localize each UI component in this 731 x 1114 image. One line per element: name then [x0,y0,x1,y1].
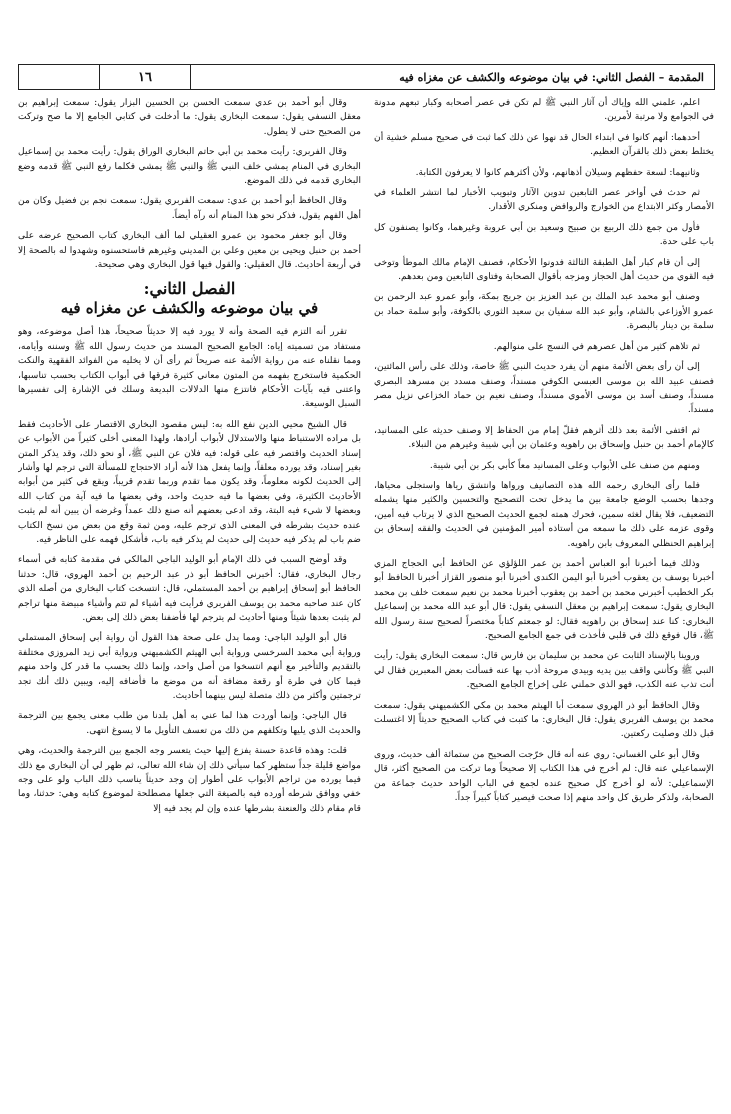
paragraph: فأول من جمع ذلك الربيع بن صبيح وسعيد بن أبي عروبة وغيرهما، وكانوا يصنفون كل باب على حدة. [374,221,714,248]
paragraph: ومنهم من صنف على الأبواب وعلى المسانيد معاً كأبي بكر بن أبي شيبة. [429,459,700,471]
paragraph: تقرر أنه التزم فيه الصحة وأنه لا يورد فيه إلا حديثاً صحيحاً، هذا أصل موضوعه، وهو مستفاد من تسميته إياه: الجامع الصحيح المسند من حديث رسول الله ﷺ وسننه وأيامه، ومما نقلناه عنه من رواية الأئمة عنه صريحاً ثم رأى أن لا يخليه من الفوائد الفقهية والنكت الحكمية فاستخرج بفهمه من المتون معاني كثيرة فرقها في أبواب الكتاب بحسب تناسبها، واعتنى فيه بآيات الأحكام فانتزع منها الدلالات البديعة وسلك في الإشارة إلى تفسيرها السبل الوسيعة. [18,326,361,410]
paragraph: وقال الحافظ أبو ذر الهروي سمعت أبا الهيثم محمد بن مكي الكشميهني يقول: سمعت محمد بن يوسف الفربري يقول: قال البخاري: ما كتبت في كتاب الصحيح حديثاً إلا اغتسلت قبل ذلك وصليت ركعتين. [374,699,714,740]
paragraph: قال أبو الوليد الباجي: ومما يدل على صحة هذا القول أن رواية أبي إسحاق المستملي ورواية أبي محمد السرخسي ورواية أبي الهيثم الكشميهني ورواية أبي زيد المروزي مختلفة بالتقديم والتأخير مع أنهم انتسخوا من أصل واحد، وإنما ذلك بحسب ما قدر كل واحد منهم فيما كان في طرة أو رقعة مضافة أنه من موضع ما فأضافه إليه، ويبين ذلك أنك تجد ترجمتين وأكثر من ذلك متصلة ليس بينهما أحاديث. [18,632,361,702]
paragraph: وثانيهما: لسعة حفظهم وسيلان أذهانهم، ولأن أكثرهم كانوا لا يعرفون الكتابة. [415,166,700,178]
left-column [18,96,361,1096]
paragraph: وقال أبو أحمد بن عدي سمعت الحسن بن الحسين البزار يقول: سمعت إبراهيم بن معقل النسفي يقول: سمعت البخاري يقول: ما أدخلت في كتابي الجامع إلا ما صح وتركت من الصحيح حتى لا يطول. [18,97,361,137]
chapter-subtitle: في بيان موضوعه والكشف عن مغزاه فيه [60,298,319,317]
paragraph: إلى أن رأى بعض الأئمة منهم أن يفرد حديث النبي ﷺ خاصة، وذلك على رأس المائتين، فصنف عبيد الله بن موسى العبسي الكوفي مسنداً، وصنف مسدد بن مسرهد البصري مسنداً، وصنف أسد بن موسى الأموي مسنداً، وصنف نعيم بن حماد الخزاعي نزيل مصر مسنداً. [374,361,714,416]
paragraph: وقال أبو جعفر محمود بن عمرو العقيلي لما ألف البخاري كتاب الصحيح عرضه على أحمد بن حنبل ويحيى بن معين وعلي بن المديني وغيرهم فاستحسنوه وشهدوا له بالصحة إلا في أربعة أحاديث. قال العقيلي: والقول فيها قول البخاري وهي صحيحة. [18,230,361,271]
paragraph: اعلم، علمني الله وإياك أن آثار النبي ﷺ لم تكن في عصر أصحابه وكبار تبعهم مدونة في الجوامع ولا مرتبة لأمرين. [374,97,714,123]
page-number: ١٦ [99,65,191,89]
paragraph: ثم تلاهم كثير من أهل عصرهم في النسج على منوالهم. [493,340,700,352]
running-title: المقدمة – الفصل الثاني: في بيان موضوعه والكشف عن مغزاه فيه [399,70,704,84]
page-header [18,64,715,90]
paragraph: وقال الفربري: رأيت محمد بن أبي حاتم البخاري الوراق يقول: رأيت محمد بن إسماعيل البخاري في المنام يمشي خلف النبي ﷺ والنبي ﷺ يمشي فكلما رفع النبي ﷺ قدمه وضع البخاري قدمه في ذلك الموضع. [18,146,361,187]
paragraph: وصنف أبو محمد عبد الملك بن عبد العزيز بن جريج بمكة، وأبو عمرو عبد الرحمن بن عمرو الأوزاعي بالشام، وأبو عبد الله سفيان بن سعيد الثوري بالكوفة، وأبو سلمة حماد بن سلمة بن دينار بالبصرة. [374,291,714,332]
paragraph: قال الباجي: وإنما أوردت هذا لما عني به أهل بلدنا من طلب معنى يجمع بين الترجمة والحديث الذي يليها وتكلفهم من ذلك من تعسف التأويل ما لا يسوغ انتهى. [18,710,361,736]
paragraph: فلما رأى البخاري رحمه الله هذه التصانيف ورواها وانتشق رياها واستجلى محياها، وجدها بحسب الوضع جامعة بين ما يدخل تحت التصحيح والتحسين والكثير منها يشمله التضعيف، فلا يقال لغثه سمين، فحرك همته لجمع الحديث الصحيح الذي لا يرتاب فيه أمين، وقوى عزمه على ذلك ما سمعه من أستاذه أمير المؤمنين في الحديث والفقه إسحاق بن إبراهيم الحنظلي المعروف بابن راهويه. [374,479,714,549]
paragraph: قال الشيخ محيي الدين نفع الله به: ليس مقصود البخاري الاقتصار على الأحاديث فقط بل مراده الاستنباط منها والاستدلال لأبواب أرادها، ولهذا المعنى أخلى كثيراً من الأبواب عن إسناد الحديث واقتصر فيه على قوله: فيه فلان عن النبي ﷺ، أو نحو ذلك، وقد يذكر المتن بغير إسناد، وقد يورده معلقاً، وإنما يفعل هذا لأنه أراد الاحتجاج للمسألة التي ترجم لها وأشار إلى الحديث لكونه معلوماً، وقد يكون مما تقدم وربما تقدم قريباً، ويقع في كثير من أبوابه الأحاديث الكثيرة، وفي بعضها ما فيه حديث واحد، وفي بعضها ما فيه آية من كتاب الله وبعضها لا شيء فيه البتة، وقد ادعى بعضهم أنه صنع ذلك عمداً وغرضه أن يبين أنه لم يثبت عنده حديث بشرطه في المعنى الذي ترجم عليه، ومن ثمة وقع من بعض من نسخ الكتاب ضم باب لم يذكر فيه حديث إلى حديث لم يذكر فيه باب، فأشكل فهمه على الناظر فيه. [18,418,361,545]
header-empty-cell [19,65,99,89]
paragraph: قلت: وهذه قاعدة حسنة يفزع إليها حيث يتعسر وجه الجمع بين الترجمة والحديث، وهي مواضع قليلة جداً ستظهر كما سيأتي ذلك إن شاء الله تعالى، ثم ظهر لي أن البخاري مع ذلك فيما يورده من تراجم الأبواب على أطوار إن وجد حديثاً يناسب ذلك الباب ولو على وجه خفي ووافق شرطه أورده فيه بالصيغة التي جعلها مصطلحة لموضوع كتابه وهي: حدثنا، وما قام مقام ذلك والعنعنة بشرطها عنده وإن لم يجد فيه إلا [18,745,361,814]
paragraph: وذلك فيما أخبرنا أبو العباس أحمد بن عمر اللؤلؤي عن الحافظ أبي الحجاج المزي أخبرنا يوسف بن يعقوب أخبرنا أبو اليمن الكندي أخبرنا أبو منصور القزاز أخبرنا الحافظ أبو بكر الخطيب أخبرني محمد بن أحمد بن يعقوب أخبرنا محمد بن نعيم سمعت خلف بن محمد البخاري يقول: سمعت إبراهيم بن معقل النسفي يقول: قال أبو عبد الله محمد بن إسماعيل البخاري: كنا عند إسحاق بن راهويه فقال: لو جمعتم كتاباً مختصراً لصحيح سنة رسول الله ﷺ، قال فوقع ذلك في قلبي فأخذت في جمع الجامع الصحيح. [374,557,714,641]
paragraph: وروينا بالإسناد الثابت عن محمد بن سليمان بن فارس قال: سمعت البخاري يقول: رأيت النبي ﷺ وكأنني واقف بين يديه وبيدي مروحة أذب بها عنه فسألت بعض المعبرين فقال لي أنت تذب عنه الكذب، فهو الذي حملني على إخراج الجامع الصحيح. [374,650,714,691]
paragraph: ثم اقتفى الأئمة بعد ذلك أثرهم فقلّ إمام من الحفاظ إلا وصنف حديثه على المسانيد، كالإمام أحمد بن حنبل وإسحاق بن راهويه وعثمان بن أبي شيبة وغيرهم من النبلاء. [374,424,714,451]
paragraph: إلى أن قام كبار أهل الطبقة الثالثة فدونوا الأحكام، فصنف الإمام مالك الموطأ وتوخى فيه القوي من حديث أهل الحجاز ومزجه بأقوال الصحابة وفتاوى التابعين ومن بعدهم. [374,256,714,283]
paragraph: وقال الحافظ أبو أحمد بن عدي: سمعت الفربري يقول: سمعت نجم بن فضيل وكان من أهل الفهم يقول، فذكر نحو هذا المنام أنه رآه أيضاً. [18,195,361,221]
chapter-title: الفصل الثاني: [143,279,236,299]
paragraph: وقال أبو علي الغساني: روي عنه أنه قال خرّجت الصحيح من ستمائة ألف حديث، وروى الإسماعيلي عنه قال: لم أخرج في هذا الكتاب إلا صحيحاً وما تركت من الصحيح أكثر، قال الإسماعيلي: لأنه لو أخرج كل صحيح عنده لجمع في الباب الواحد حديث جماعة من الصحابة، ولذكر طريق كل واحد منهم إذا صحت فيصير كتاباً كبيراً جداً. [374,748,714,804]
right-column [374,96,714,1096]
paragraph: ثم حدث في أواخر عصر التابعين تدوين الآثار وتبويب الأخبار لما انتشر العلماء في الأمصار وكثر الابتداع من الخوارج والروافض ومنكري الأقدار. [374,187,714,213]
paragraph: وقد أوضح السبب في ذلك الإمام أبو الوليد الباجي المالكي في مقدمة كتابه في أسماء رجال البخاري، فقال: أخبرني الحافظ أبو ذر عبد الرحيم بن أحمد الهروي، قال: حدثنا الحافظ أبو إسحاق إبراهيم بن أحمد المستملي، قال: انتسخت كتاب البخاري من أصله الذي كان عند صاحبه محمد بن يوسف الفربري فرأيت فيه أشياء لم تتم وأشياء مبيضة منها تراجم لم يثبت بعدها شيئاً ومنها أحاديث لم يترجم لها فأضفنا بعض ذلك إلى بعض. [18,554,361,623]
paragraph: أحدهما: أنهم كانوا في ابتداء الحال قد نهوا عن ذلك كما ثبت في صحيح مسلم خشية أن يختلط بعض ذلك بالقرآن العظيم. [374,131,714,158]
